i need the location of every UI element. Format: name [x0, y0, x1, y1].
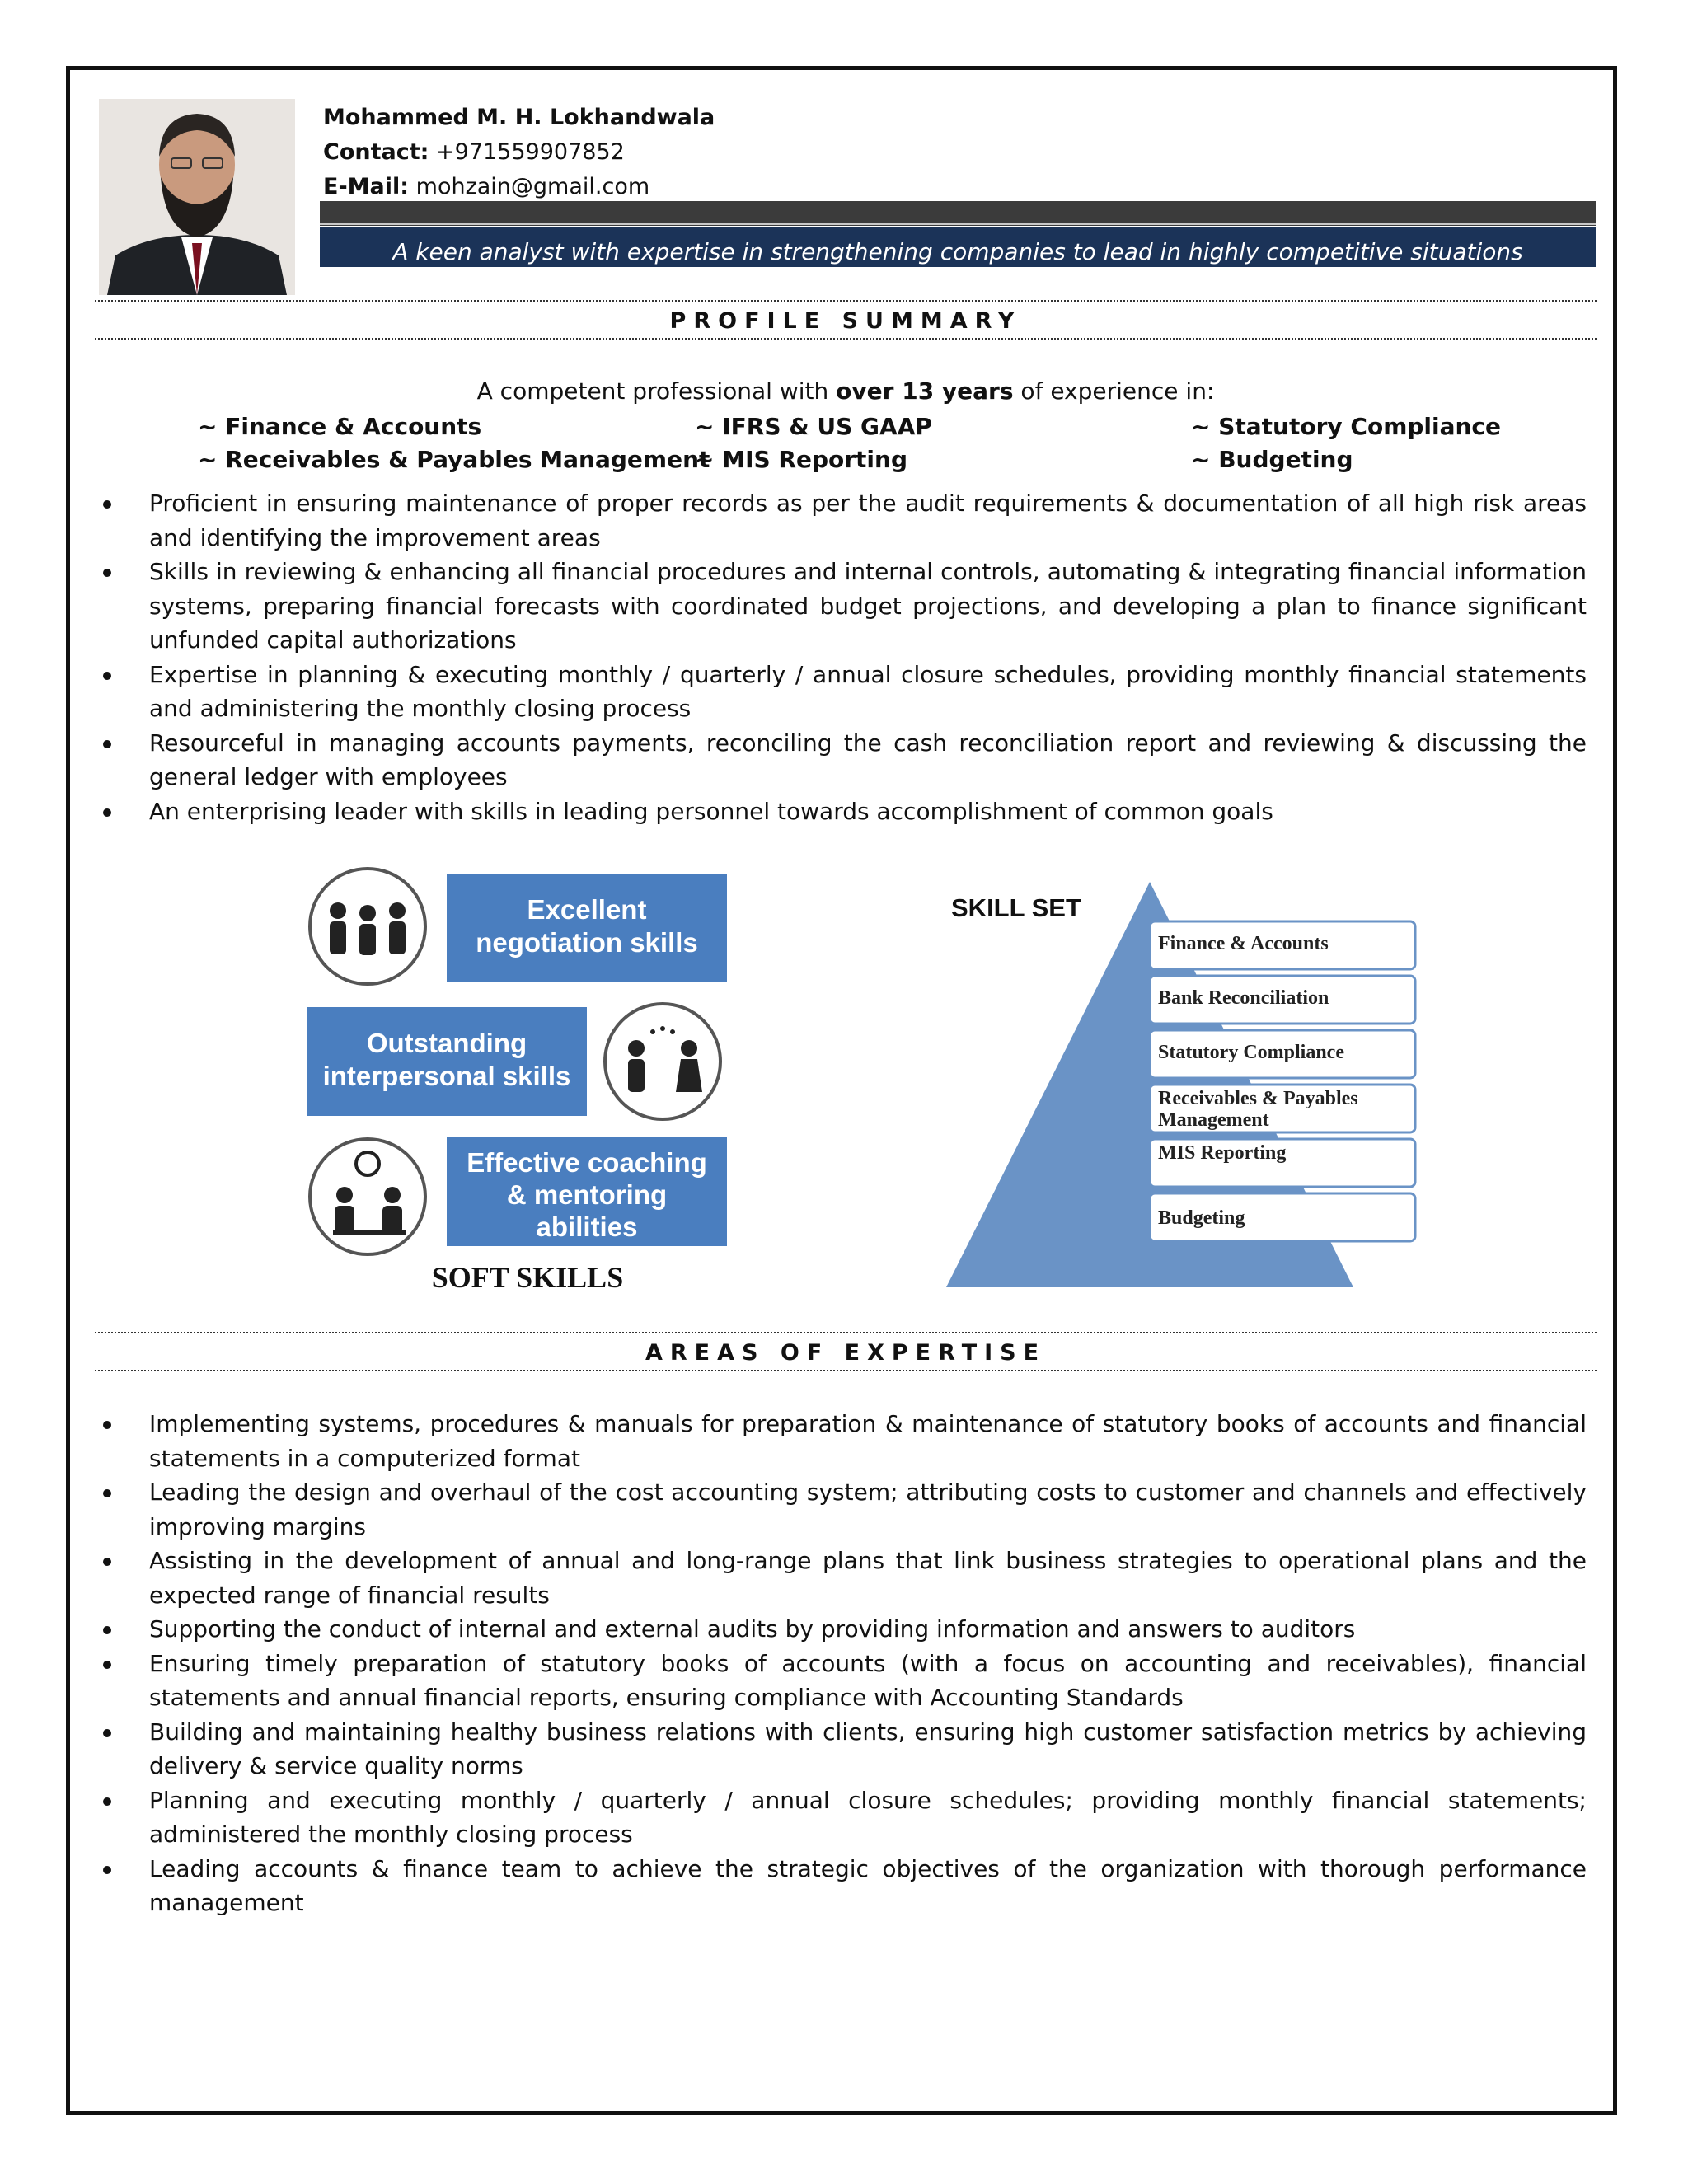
bullet-text: An enterprising leader with skills in leading personnel towards accomplishment of common goals: [149, 797, 1273, 825]
key-skill: ~ Finance & Accounts: [198, 413, 482, 440]
conversation-icon: [605, 1004, 720, 1119]
bullet-text: Skills in reviewing & enhancing all financial procedures and internal controls, automating & integrating financial information systems, preparing financial forecasts with coordinated budget projections, and developing a plan to finance significant unfunded capital authorizations: [149, 558, 1587, 654]
bullet-icon: [103, 1661, 111, 1669]
key-skill: ~ Receivables & Payables Management: [198, 446, 710, 473]
soft-skills-caption: SOFT SKILLS: [431, 1261, 624, 1294]
skill-set-item: Bank Reconciliation: [1158, 987, 1329, 1009]
list-item: [95, 1647, 1587, 1715]
key-skill: ~ IFRS & US GAAP: [695, 413, 932, 440]
bullet-text: Ensuring timely preparation of statutory books of accounts (with a focus on accounting and receivables), financial statements and annual financial reports, ensuring compliance with Accounting Standards: [149, 1649, 1587, 1711]
key-skill: ~ MIS Reporting: [695, 446, 908, 473]
divider: [95, 1370, 1597, 1371]
bullet-icon: [103, 1489, 111, 1497]
contact-line: [323, 135, 715, 170]
skill-box-text: negotiation skills: [476, 927, 698, 958]
soft-skills-figure: [297, 857, 742, 1305]
skill-box-text: abilities: [536, 1212, 638, 1242]
key-skill: ~ Statutory Compliance: [1191, 413, 1502, 440]
list-item: [95, 1407, 1587, 1475]
bullet-text: Supporting the conduct of internal and external audits by providing information and answers to auditors: [149, 1615, 1356, 1643]
expertise-bullets: [95, 1407, 1587, 1920]
list-item: [95, 1544, 1587, 1612]
skill-box-text: Effective coaching: [467, 1147, 707, 1178]
intro-years: over 13 years: [836, 377, 1014, 405]
email-value[interactable]: mohzain@gmail.com: [415, 174, 650, 199]
bullet-text: Assisting in the development of annual and long-range plans that link business strategies to operational plans and the expected range of financial results: [149, 1547, 1587, 1609]
list-item: [95, 794, 1587, 829]
tagline-bar: [320, 227, 1596, 267]
list-item: [95, 1612, 1587, 1647]
skill-set-figure: [940, 874, 1418, 1305]
email-line: [323, 170, 715, 204]
skill-set-title: SKILL SET: [951, 893, 1081, 922]
bullet-text: Resourceful in managing accounts payments, reconciling the cash reconciliation report and reviewing & discussing the general ledger with employees: [149, 729, 1587, 790]
tagline: A keen analyst with expertise in strengthening companies to lead in highly competitive situations: [392, 238, 1523, 265]
intro-text: A competent professional with: [476, 377, 837, 405]
contact-block: [323, 101, 715, 204]
bullet-icon: [103, 500, 111, 509]
list-item: [95, 1475, 1587, 1544]
bullet-text: Expertise in planning & executing monthly / quarterly / annual closure schedules, providing monthly financial statements and administering the monthly closing process: [149, 660, 1587, 722]
list-item: [95, 1852, 1587, 1920]
profile-intro: [95, 377, 1597, 405]
profile-bullets: [95, 486, 1587, 828]
key-skill: ~ Budgeting: [1191, 446, 1353, 473]
bullet-text: Proficient in ensuring maintenance of proper records as per the audit requirements & documentation of all high risk areas and identifying the improvement areas: [149, 490, 1587, 551]
list-item: [95, 1783, 1587, 1852]
bullet-text: Planning and executing monthly / quarterly / annual closure schedules; providing monthly financial statements; administered the monthly closing process: [149, 1786, 1587, 1848]
skill-set-item: Statutory Compliance: [1158, 1042, 1344, 1063]
skill-set-item: Management: [1158, 1109, 1269, 1131]
divider: [95, 1332, 1597, 1333]
intro-text-end: of experience in:: [1013, 377, 1215, 405]
bullet-text: Implementing systems, procedures & manuals for preparation & maintenance of statutory books of accounts and financial statements in a computerized format: [149, 1410, 1587, 1472]
list-item: [95, 726, 1587, 794]
bullet-icon: [103, 1421, 111, 1429]
contact-label: Contact:: [323, 139, 429, 165]
skill-set-item: Finance & Accounts: [1158, 933, 1329, 954]
bullet-icon: [103, 808, 111, 817]
divider: [95, 300, 1597, 302]
bullet-icon: [103, 569, 111, 577]
list-item: [95, 486, 1587, 555]
bullet-icon: [103, 1866, 111, 1874]
coaching-icon: [310, 1139, 425, 1254]
contact-value: +971559907852: [436, 139, 625, 165]
skill-box-text: interpersonal skills: [322, 1061, 571, 1091]
skill-box-text: Outstanding: [366, 1028, 528, 1058]
skill-set-item: Budgeting: [1158, 1207, 1245, 1229]
skill-set-item: Receivables & Payables: [1158, 1088, 1358, 1109]
header-bar-rule: [320, 223, 1596, 225]
bullet-text: Leading accounts & finance team to achieve the strategic objectives of the organization with thorough performance management: [149, 1854, 1587, 1916]
section-title-profile: PROFILE SUMMARY: [669, 308, 1022, 334]
bullet-icon: [103, 1626, 111, 1634]
divider: [95, 338, 1597, 340]
skill-box-text: Excellent: [527, 894, 647, 925]
bullet-text: Leading the design and overhaul of the cost accounting system; attributing costs to customer and channels and effectively improving margins: [149, 1479, 1587, 1540]
list-item: [95, 1715, 1587, 1783]
skill-box-text: & mentoring: [506, 1179, 668, 1210]
profile-photo: [99, 99, 295, 295]
bullet-icon: [103, 1729, 111, 1737]
bullet-text: Building and maintaining healthy business relations with clients, ensuring high customer satisfaction metrics by achieving delivery & service quality norms: [149, 1718, 1587, 1779]
skill-set-item: MIS Reporting: [1158, 1142, 1287, 1164]
bullet-icon: [103, 1558, 111, 1566]
bullet-icon: [103, 1797, 111, 1806]
list-item: [95, 658, 1587, 726]
email-label: E-Mail:: [323, 174, 410, 199]
candidate-name: Mohammed M. H. Lokhandwala: [323, 105, 715, 130]
bullet-icon: [103, 740, 111, 748]
list-item: [95, 555, 1587, 658]
section-title-expertise: AREAS OF EXPERTISE: [645, 1340, 1047, 1366]
bullet-icon: [103, 672, 111, 680]
